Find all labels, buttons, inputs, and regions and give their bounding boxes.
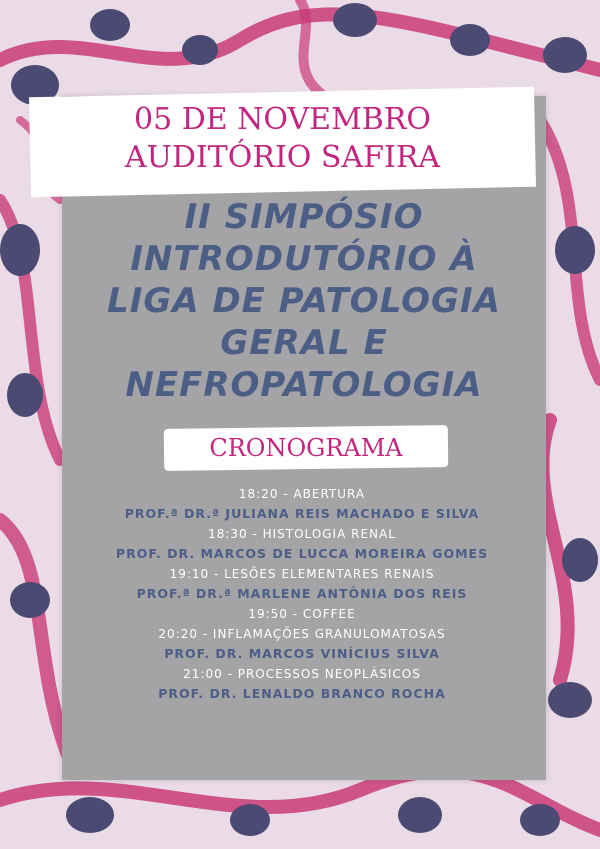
title-line: LIGA DE PATOLOGIA xyxy=(107,281,501,321)
schedule-speaker: PROF.ª DR.ª JULIANA REIS MACHADO E SILVA xyxy=(124,506,480,521)
section-label: CRONOGRAMA xyxy=(209,434,403,462)
event-venue: AUDITÓRIO SAFIRA xyxy=(124,140,441,175)
schedule-time: 18:20 - ABERTURA xyxy=(238,487,366,501)
schedule-time: 19:50 - COFFEE xyxy=(248,607,356,621)
title-line: INTRODUTÓRIO À xyxy=(130,239,478,279)
schedule-time: 18:30 - HISTOLOGIA RENAL xyxy=(208,527,396,541)
schedule-list xyxy=(110,484,494,704)
event-title xyxy=(62,196,546,406)
schedule-speaker: PROF.ª DR.ª MARLENE ANTÔNIA DOS REIS xyxy=(136,586,468,601)
title-line: II SIMPÓSIO xyxy=(184,197,424,237)
schedule-time: 21:00 - PROCESSOS NEOPLÁSICOS xyxy=(183,667,421,681)
title-line: GERAL E xyxy=(220,323,388,363)
title-line: NEFROPATOLOGIA xyxy=(125,365,483,405)
schedule-speaker: PROF. DR. MARCOS VINÍCIUS SILVA xyxy=(164,646,440,661)
schedule-speaker: PROF. DR. LENALDO BRANCO ROCHA xyxy=(158,686,446,701)
event-date: 05 DE NOVEMBRO xyxy=(133,102,432,137)
schedule-time: 19:10 - LESÕES ELEMENTARES RENAIS xyxy=(169,567,435,581)
schedule-speaker: PROF. DR. MARCOS DE LUCCA MOREIRA GOMES xyxy=(115,546,489,561)
schedule-time: 20:20 - INFLAMAÇÕES GRANULOMATOSAS xyxy=(158,627,446,641)
